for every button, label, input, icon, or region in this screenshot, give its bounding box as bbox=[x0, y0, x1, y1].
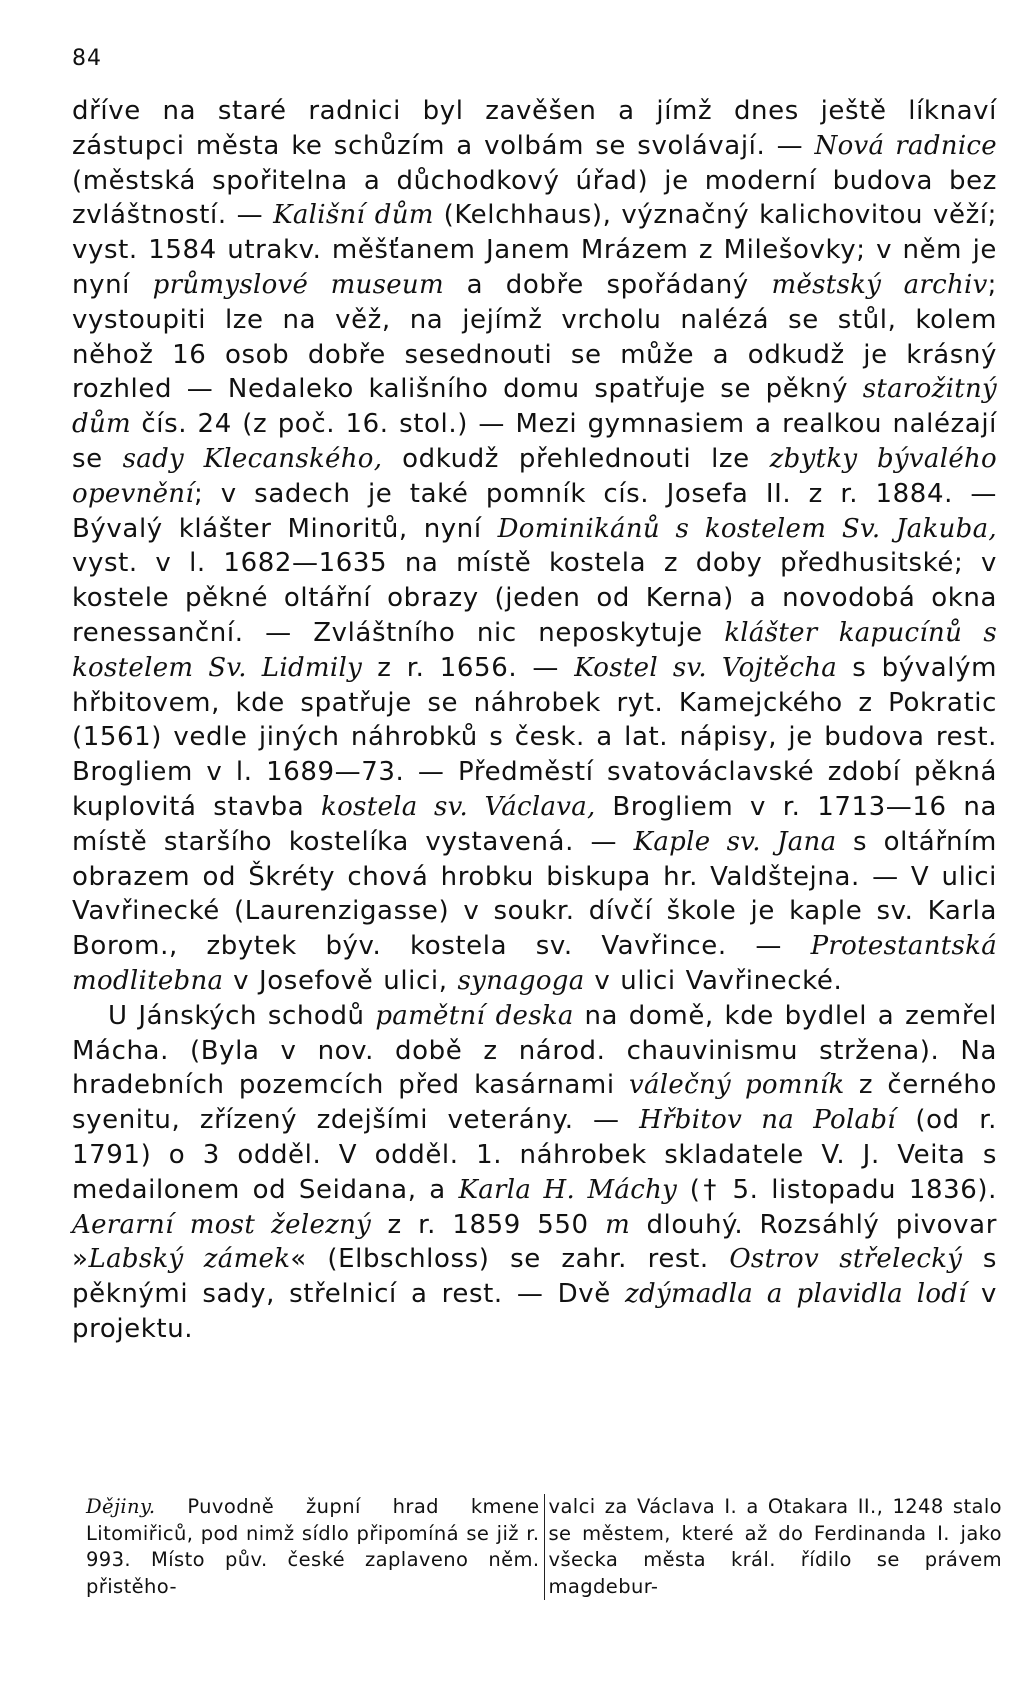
text-segment: († 5. listopadu 1836). bbox=[677, 1174, 997, 1205]
paragraph-2 bbox=[72, 999, 997, 1347]
footnote bbox=[86, 1494, 1006, 1600]
text-segment: na domě, kde bydlel a zemřel Mácha. (Byla v nov. době z národ. chauvinismu stržena). Na hradebních pozemcích před kasárnami bbox=[72, 1000, 997, 1101]
italic-text-segment: Hřbitov na Polabí bbox=[639, 1105, 896, 1136]
text-segment: z r. 1656. — bbox=[362, 652, 575, 683]
italic-text-segment: m bbox=[605, 1209, 631, 1240]
body-text bbox=[72, 94, 997, 1347]
text-segment: v ulici Vavřinecké. bbox=[584, 965, 843, 996]
text-segment: (městská spořitelna a důchodkový úřad) je moderní budova bez zvláštností. — bbox=[72, 165, 997, 231]
italic-text-segment: pamětní deska bbox=[375, 1000, 574, 1031]
paragraph-1 bbox=[72, 94, 997, 999]
text-segment: z r. 1859 550 bbox=[371, 1209, 606, 1240]
italic-text-segment: kostela sv. Václava, bbox=[321, 791, 596, 822]
text-segment: dlouhý. Rozsáhlý pivovar » bbox=[72, 1209, 997, 1275]
text-segment: s pěknými sady, střelnicí a rest. — Dvě bbox=[72, 1244, 997, 1310]
text-segment: ; vystoupiti lze na věž, na jejímž vrcholu nalézá se stůl, kolem něhož 16 osob dobře sesednouti se může a odkudž je krásný rozhled — Nedaleko kališního domu spatřuje se pěkný bbox=[72, 269, 997, 405]
text-segment: z černého syenitu, zřízený zdejšími veterány. — bbox=[72, 1070, 997, 1136]
italic-text-segment: Labský zámek bbox=[88, 1244, 291, 1275]
text-segment: U Jánských schodů bbox=[108, 1000, 376, 1031]
text-segment: (Kelchhaus), význačný kalichovitou věží; vyst. 1584 utrakv. měšťanem Janem Mrázem z Milešovky; v něm je nyní bbox=[72, 200, 998, 300]
text-segment: « (Elbschloss) se zahr. rest. bbox=[290, 1244, 730, 1275]
italic-text-segment: Kaple sv. Jana bbox=[633, 826, 837, 857]
italic-text-segment: klášter kapucínů s kostelem Sv. Lidmily bbox=[72, 617, 997, 683]
italic-text-segment: městský archiv bbox=[771, 269, 988, 300]
italic-text-segment: Dějiny. bbox=[86, 1495, 156, 1518]
text-segment: dříve na staré radnici byl zavěšen a jímž dnes ještě líknaví zástupci města ke schůzím a volbám se svolávají. — bbox=[72, 96, 997, 161]
text-segment: s oltářním obrazem od Škréty chová hrobku biskupa hr. Valdštejna. — V ulici Vavřinecké (Laurenzigasse) v soukr. dívčí škole je kaple sv. Karla Borom., zbytek býv. kostela sv. Vavřince. — bbox=[72, 826, 997, 962]
italic-text-segment: Ostrov střelecký bbox=[729, 1244, 963, 1275]
italic-text-segment: Kališní dům bbox=[273, 200, 434, 231]
text-segment: ; v sadech je také pomník cís. Josefa II. z r. 1884. — Bývalý klášter Minoritů, nyní bbox=[72, 478, 997, 544]
footnote-column-left bbox=[86, 1494, 545, 1600]
text-segment: v projektu. bbox=[72, 1279, 998, 1344]
page-number: 84 bbox=[72, 46, 102, 71]
text-segment: odkudž přehlednouti lze bbox=[382, 443, 770, 474]
text-segment: čís. 24 (z poč. 16. stol.) — Mezi gymnasiem a realkou nalézají se bbox=[72, 409, 997, 474]
text-segment: valci za Václava I. a Otakara II., 1248 stalo se městem, které až do Ferdinanda I. jako všecka města král. řídilo se právem magdebur- bbox=[548, 1495, 1002, 1598]
italic-text-segment: synagoga bbox=[457, 965, 585, 996]
italic-text-segment: starožitný dům bbox=[72, 374, 997, 440]
italic-text-segment: zbytky bývalého opevnění bbox=[72, 443, 997, 509]
italic-text-segment: Protestantská modlitebna bbox=[72, 931, 997, 996]
text-segment: Puvodně župní hrad kmene Litomiřiců, pod nimž sídlo připomíná se již r. 993. Místo pův. české zaplaveno něm. přistěho- bbox=[86, 1495, 540, 1598]
text-segment: vyst. v l. 1682—1635 na místě kostela z doby předhusitské; v kostele pěkné oltářní obrazy (jeden od Kerna) a novodobá okna renessanční. — Zvláštního nic neposkytuje bbox=[72, 548, 997, 648]
italic-text-segment: Karla H. Máchy bbox=[458, 1174, 678, 1205]
text-segment: (od r. 1791) o 3 odděl. V odděl. 1. náhrobek skladatele V. J. Veita s medailonem od Seidana, a bbox=[72, 1105, 997, 1205]
italic-text-segment: sady Klecanského, bbox=[122, 443, 383, 474]
italic-text-segment: Dominikánů s kostelem Sv. Jakuba, bbox=[497, 513, 997, 544]
text-segment: a dobře spořádaný bbox=[443, 269, 772, 300]
italic-text-segment: Aerarní most železný bbox=[72, 1209, 372, 1240]
italic-text-segment: průmyslové museum bbox=[152, 269, 444, 300]
italic-text-segment: Kostel sv. Vojtěcha bbox=[574, 652, 838, 683]
italic-text-segment: Nová radnice bbox=[814, 130, 997, 161]
italic-text-segment: válečný pomník bbox=[629, 1070, 845, 1101]
footnote-column-right bbox=[545, 1494, 1007, 1600]
text-segment: Brogliem v r. 1713—16 na místě staršího kostelíka vystavená. — bbox=[72, 791, 997, 857]
text-segment: v Josefově ulici, bbox=[223, 965, 458, 996]
italic-text-segment: zdýmadla a plavidla lodí bbox=[625, 1279, 967, 1310]
text-segment: s bývalým hřbitovem, kde spatřuje se náhrobek ryt. Kamejckého z Pokratic (1561) vedle jiných náhrobků s česk. a lat. nápisy, je budova rest. Brogliem v l. 1689—73. — Předměstí svatováclavské zdobí pěkná kuplovitá stavba bbox=[72, 652, 997, 822]
